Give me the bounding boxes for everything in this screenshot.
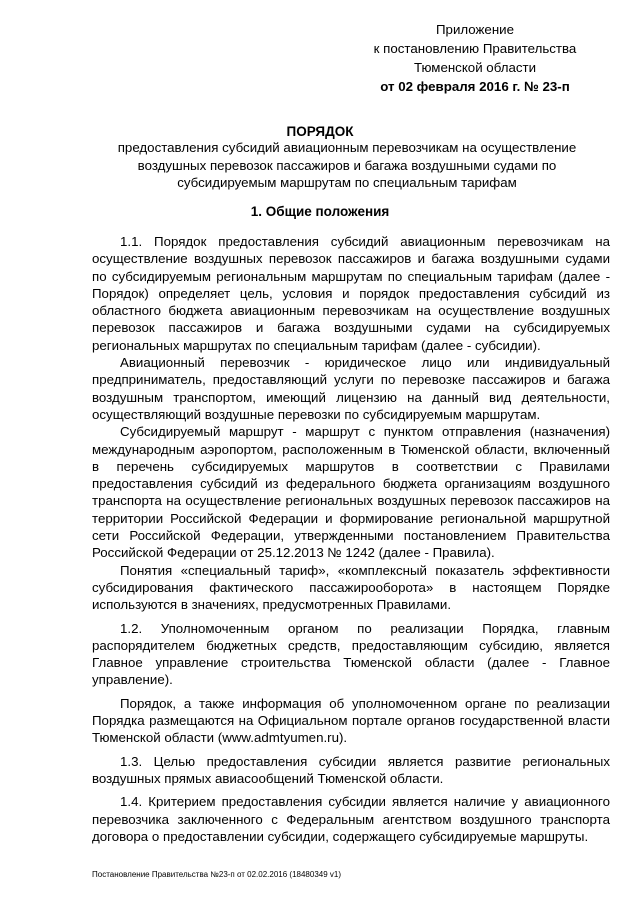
paragraph-carrier-definition: Авиационный перевозчик - юридическое лицо или индивидуальный предприниматель, предоставляющий услуги по перевозке пассажиров и багажа воздушным транспортом, имеющий лицензию на данный вид деятельности, осуществляющий воздушные перевозки по субсидируемым маршрутам. (92, 355, 610, 422)
paragraph-publication: Порядок, а также информация об уполномоченном органе по реализации Порядка размещаются на Официальном портале органов государственной власти Тюменской области (www.admtyumen.ru). (92, 695, 610, 746)
paragraph-1-1: 1.1. Порядок предоставления субсидий авиационным перевозчикам на осуществление воздушных перевозок пассажиров и багажа воздушными судами по субсидируемым региональным маршрутам по специальным тарифам (далее - Порядок) определяет цель, условия и порядок предоставления субсидий из областного бюджета авиационным перевозчикам на осуществление воздушных перевозок пассажиров и багажа воздушными судами на субсидируемых региональных маршрутах по специальным тарифам (далее - субсидии). (92, 234, 610, 353)
paragraph-1-3: 1.3. Целью предоставления субсидии является развитие региональных воздушных прямых авиасообщений Тюменской области. (92, 753, 610, 786)
appendix-block (340, 20, 610, 96)
appendix-region-line: Тюменской области (413, 60, 537, 75)
appendix-label: Приложение (436, 22, 514, 37)
document-body (92, 233, 610, 845)
paragraph-terms: Понятия «специальный тариф», «комплексный показатель эффективности субсидирования фактического пассажирооборота» в настоящем Порядке используются в значениях, предусмотренных Правилами. (92, 562, 610, 613)
appendix-resolution-line: к постановлению Правительства (373, 41, 577, 56)
document-title: ПОРЯДОК (286, 124, 354, 139)
paragraph-1-2: 1.2. Уполномоченным органом по реализации Порядка, главным распорядителем бюджетных средств, предоставляющим субсидию, является Главное управление строительства Тюменской области (далее - Главное управление). (92, 620, 610, 688)
paragraph-1-4: 1.4. Критерием предоставления субсидии является наличие у авиационного перевозчика заключенного с Федеральным агентством воздушного транспорта договора о предоставлении субсидии, содержащего субсидируемые маршруты. (92, 794, 610, 844)
page-footer: Постановление Правительства №23-п от 02.02.2016 (18480349 v1) (92, 870, 342, 879)
document-subtitle: предоставления субсидий авиационным перевозчикам на осуществление воздушных перевозок пассажиров и багажа воздушными судами по субсидируемым маршрутам по специальным тарифам (117, 140, 577, 190)
section-heading: 1. Общие положения (250, 204, 390, 219)
paragraph-route-definition: Субсидируемый маршрут - маршрут с пунктом отправления (назначения) международным аэропортом, расположенным в Тюменской области, включенный в перечень субсидируемых маршрутов в соответствии с Правилами предоставления субсидий из федерального бюджета организациям воздушного транспорта на осуществление региональных воздушных перевозок пассажиров на территории Российской Федерации и формирование региональной маршрутной сети Российской Федерации, утвержденными постановлением Правительства Российской Федерации от 25.12.2013 № 1242 (далее - Правила). (92, 424, 610, 561)
appendix-date-number: от 02 февраля 2016 г. № 23-п (380, 79, 570, 94)
